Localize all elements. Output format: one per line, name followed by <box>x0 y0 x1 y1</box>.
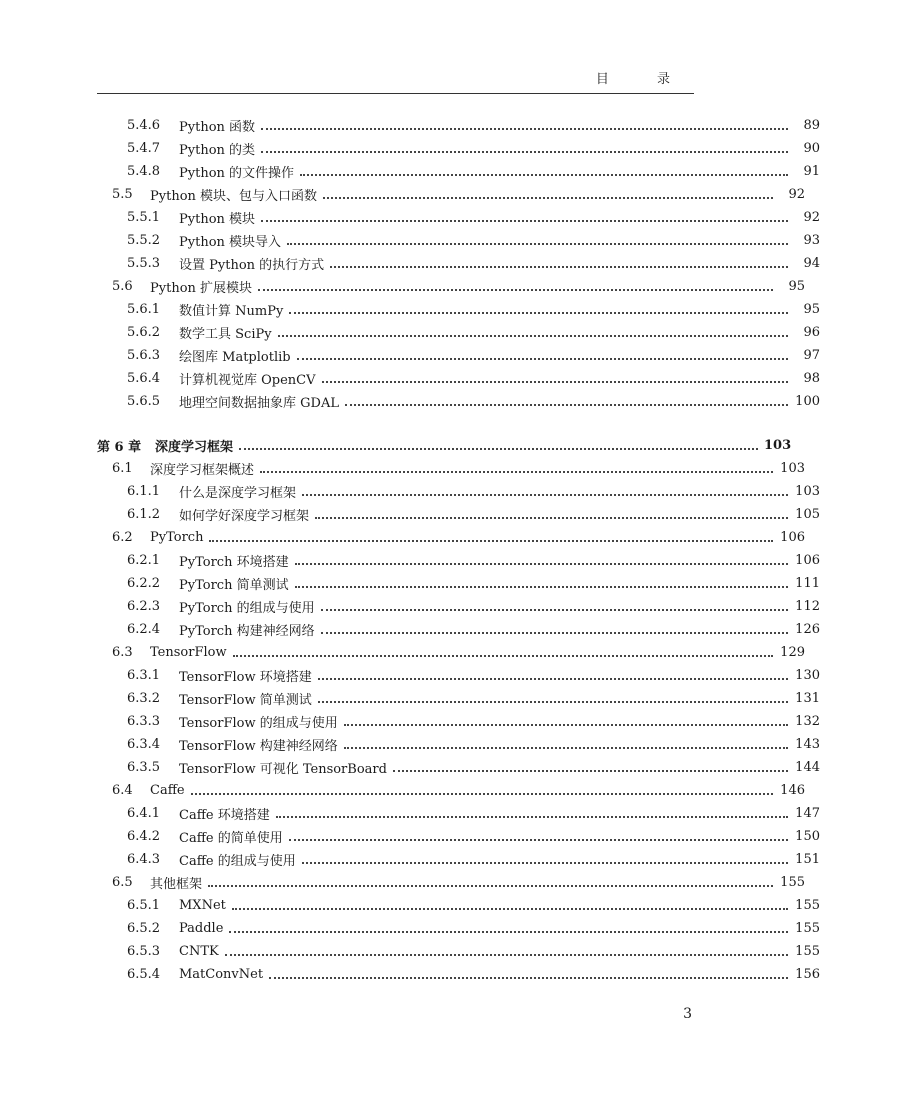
toc-entry-page: 91 <box>803 164 820 179</box>
toc-dot-leader <box>300 173 788 176</box>
toc-dot-leader <box>276 815 788 818</box>
toc-entry-number: 5.5.3 <box>127 256 161 271</box>
toc-dot-leader <box>323 196 773 199</box>
toc-entry-number: 6.2.1 <box>127 553 161 568</box>
toc-entry-number: 5.4.8 <box>127 164 161 179</box>
toc-dot-leader <box>344 723 788 726</box>
header-title: 目 录 <box>595 72 692 87</box>
toc-entry-number: 5.6.1 <box>127 302 161 317</box>
toc-entry-number: 6.4.3 <box>127 852 161 867</box>
toc-entry-page: 129 <box>780 645 805 660</box>
toc-entry-number: 6.1.2 <box>127 507 161 522</box>
toc-dot-leader <box>225 953 788 956</box>
toc-entry-title: Python 的文件操作 <box>179 166 295 181</box>
toc-dot-leader <box>344 746 788 749</box>
toc-dot-leader <box>318 677 788 680</box>
toc-entry-page: 94 <box>803 256 820 271</box>
toc-entry[interactable] <box>0 434 887 457</box>
toc-entry[interactable] <box>0 526 902 549</box>
toc-entry[interactable] <box>0 457 902 480</box>
toc-entry-page: 146 <box>780 783 805 798</box>
toc-entry-title: TensorFlow 可视化 TensorBoard <box>179 762 387 777</box>
toc-entry[interactable] <box>0 710 917 733</box>
toc-dot-leader <box>295 562 788 565</box>
toc-dot-leader <box>261 219 788 222</box>
toc-dot-leader <box>289 311 788 314</box>
toc-entry-number: 6.4.1 <box>127 806 161 821</box>
toc-entry-number: 6.3 <box>112 645 133 660</box>
toc-dot-leader <box>297 357 788 360</box>
toc-entry-page: 155 <box>795 944 820 959</box>
toc-entry-page: 130 <box>795 668 820 683</box>
toc-entry-number: 6.3.1 <box>127 668 161 683</box>
toc-dot-leader <box>191 792 773 795</box>
toc-entry-title: PyTorch 简单测试 <box>179 578 289 593</box>
toc-entry-page: 95 <box>803 302 820 317</box>
toc-dot-leader <box>315 516 788 519</box>
toc-entry[interactable] <box>0 618 917 641</box>
toc-entry[interactable] <box>0 733 917 756</box>
toc-entry[interactable] <box>0 802 917 825</box>
toc-dot-leader <box>209 539 773 542</box>
toc-entry-title: 地理空间数据抽象库 GDAL <box>179 396 339 411</box>
toc-entry[interactable] <box>0 298 917 321</box>
toc-entry-title: TensorFlow <box>150 645 227 660</box>
toc-entry[interactable] <box>0 160 917 183</box>
toc-entry-page: 144 <box>795 760 820 775</box>
toc-entry[interactable] <box>0 687 917 710</box>
toc-entry-title: 数学工具 SciPy <box>179 327 272 342</box>
toc-entry-title: Caffe 的简单使用 <box>179 831 283 846</box>
toc-entry-title: MatConvNet <box>179 967 264 982</box>
toc-entry-number: 6.2 <box>112 530 133 545</box>
toc-entry-page: 89 <box>803 118 820 133</box>
toc-entry-title: 什么是深度学习框架 <box>179 486 297 501</box>
toc-entry-page: 132 <box>795 714 820 729</box>
toc-entry-number: 第 6 章 <box>97 440 142 455</box>
toc-dot-leader <box>287 242 788 245</box>
toc-entry-page: 155 <box>795 921 820 936</box>
toc-dot-leader <box>318 700 788 703</box>
toc-dot-leader <box>302 861 788 864</box>
toc-entry-number: 6.5.1 <box>127 898 161 913</box>
toc-dot-leader <box>232 907 788 910</box>
toc-entry-title: 数值计算 NumPy <box>179 304 284 319</box>
toc-entry-number: 6.2.4 <box>127 622 161 637</box>
toc-dot-leader <box>239 447 758 450</box>
toc-entry-title: Paddle <box>179 921 224 936</box>
toc-entry[interactable] <box>0 641 902 664</box>
toc-entry-number: 6.3.2 <box>127 691 161 706</box>
toc-entry[interactable] <box>0 183 902 206</box>
toc-entry[interactable] <box>0 549 917 572</box>
toc-entry-number: 5.4.6 <box>127 118 161 133</box>
toc-entry[interactable] <box>0 367 917 390</box>
toc-entry-number: 6.4 <box>112 783 133 798</box>
toc-entry-title: Python 模块、包与入口函数 <box>150 189 318 204</box>
toc-dot-leader <box>261 150 788 153</box>
toc-entry-title: 其他框架 <box>150 877 203 892</box>
toc-dot-leader <box>345 403 788 406</box>
toc-entry-title: Caffe 环境搭建 <box>179 808 270 823</box>
toc-entry-page: 96 <box>803 325 820 340</box>
toc-entry-number: 5.5.2 <box>127 233 161 248</box>
toc-dot-leader <box>260 470 773 473</box>
toc-entry-number: 6.5.2 <box>127 921 161 936</box>
toc-entry-number: 6.3.3 <box>127 714 161 729</box>
toc-entry-page: 147 <box>795 806 820 821</box>
toc-dot-leader <box>258 288 773 291</box>
page-number: 3 <box>683 1006 692 1022</box>
toc-entry-page: 93 <box>803 233 820 248</box>
toc-entry-page: 143 <box>795 737 820 752</box>
toc-entry-page: 106 <box>780 530 805 545</box>
toc-dot-leader <box>261 127 788 130</box>
toc-entry[interactable] <box>0 206 917 229</box>
toc-entry-page: 155 <box>795 898 820 913</box>
toc-entry[interactable] <box>0 756 917 779</box>
toc-entry[interactable] <box>0 595 917 618</box>
toc-entry[interactable] <box>0 825 917 848</box>
toc-entry-title: Caffe 的组成与使用 <box>179 854 296 869</box>
toc-entry-number: 5.6.4 <box>127 371 161 386</box>
toc-entry[interactable] <box>0 480 917 503</box>
header-divider <box>97 93 694 94</box>
toc-entry-title: PyTorch <box>150 530 204 545</box>
toc-entry[interactable] <box>0 114 917 137</box>
toc-dot-leader <box>233 654 773 657</box>
toc-entry-number: 6.5 <box>112 875 133 890</box>
toc-entry-number: 6.2.2 <box>127 576 161 591</box>
toc-entry-number: 5.6 <box>112 279 133 294</box>
toc-entry[interactable] <box>0 390 917 413</box>
toc-entry-page: 131 <box>795 691 820 706</box>
toc-entry-number: 6.2.3 <box>127 599 161 614</box>
toc-entry-page: 111 <box>795 576 820 591</box>
toc-entry-title: TensorFlow 构建神经网络 <box>179 739 338 754</box>
toc-entry[interactable] <box>0 779 902 802</box>
toc-entry-page: 97 <box>803 348 820 363</box>
toc-entry[interactable] <box>0 572 917 595</box>
toc-dot-leader <box>229 930 788 933</box>
toc-entry-page: 103 <box>780 461 805 476</box>
toc-dot-leader <box>321 608 788 611</box>
toc-entry-title: PyTorch 的组成与使用 <box>179 601 315 616</box>
toc-entry-title: 绘图库 Matplotlib <box>179 350 291 365</box>
toc-entry-title: 深度学习框架概述 <box>150 463 255 478</box>
toc-entry-title: 计算机视觉库 OpenCV <box>179 373 316 388</box>
toc-entry-title: TensorFlow 简单测试 <box>179 693 312 708</box>
toc-entry[interactable] <box>0 321 917 344</box>
toc-entry-title: Caffe <box>150 783 185 798</box>
toc-entry[interactable] <box>0 344 917 367</box>
toc-entry-title: TensorFlow 环境搭建 <box>179 670 312 685</box>
toc-entry[interactable] <box>0 275 902 298</box>
toc-entry[interactable] <box>0 871 902 894</box>
toc-entry-page: 92 <box>803 210 820 225</box>
toc-dot-leader <box>269 976 788 979</box>
toc-entry-title: Python 的类 <box>179 143 256 158</box>
toc-entry[interactable] <box>0 137 917 160</box>
toc-dot-leader <box>295 585 788 588</box>
toc-entry-number: 5.6.5 <box>127 394 161 409</box>
toc-entry-page: 156 <box>795 967 820 982</box>
toc-dot-leader <box>322 380 788 383</box>
toc-entry-number: 5.6.3 <box>127 348 161 363</box>
toc-entry-page: 98 <box>803 371 820 386</box>
toc-entry-title: CNTK <box>179 944 219 959</box>
toc-dot-leader <box>330 265 788 268</box>
toc-entry-title: Python 函数 <box>179 120 256 135</box>
toc-entry-page: 126 <box>795 622 820 637</box>
toc-entry-title: 设置 Python 的执行方式 <box>179 258 325 273</box>
toc-entry-page: 106 <box>795 553 820 568</box>
toc-entry-title: PyTorch 环境搭建 <box>179 555 289 570</box>
toc-entry-page: 100 <box>795 394 820 409</box>
toc-entry-title: PyTorch 构建神经网络 <box>179 624 315 639</box>
toc-entry[interactable] <box>0 503 917 526</box>
toc-entry[interactable] <box>0 252 917 275</box>
toc-entry-title: Python 模块导入 <box>179 235 282 250</box>
toc-entry-title: 如何学好深度学习框架 <box>179 509 310 524</box>
toc-entry-title: MXNet <box>179 898 226 913</box>
toc-entry[interactable] <box>0 940 917 963</box>
toc-entry-number: 5.4.7 <box>127 141 161 156</box>
toc-entry-title: 深度学习框架 <box>155 440 234 455</box>
toc-entry-page: 92 <box>788 187 805 202</box>
toc-dot-leader <box>302 493 788 496</box>
toc-entry-number: 6.1 <box>112 461 133 476</box>
toc-entry-number: 5.5 <box>112 187 133 202</box>
toc-entry-page: 105 <box>795 507 820 522</box>
toc-entry[interactable] <box>0 229 917 252</box>
toc-entry-page: 103 <box>764 438 792 453</box>
toc-entry[interactable] <box>0 894 917 917</box>
toc-entry-number: 5.5.1 <box>127 210 161 225</box>
toc-dot-leader <box>393 769 788 772</box>
toc-entry-number: 6.5.3 <box>127 944 161 959</box>
toc-entry-title: TensorFlow 的组成与使用 <box>179 716 338 731</box>
toc-entry-number: 5.6.2 <box>127 325 161 340</box>
toc-entry-number: 6.3.4 <box>127 737 161 752</box>
toc-entry-number: 6.5.4 <box>127 967 161 982</box>
toc-entry-number: 6.4.2 <box>127 829 161 844</box>
toc-dot-leader <box>208 884 773 887</box>
toc-entry[interactable] <box>0 664 917 687</box>
toc-dot-leader <box>278 334 788 337</box>
toc-entry-page: 151 <box>795 852 820 867</box>
toc-entry[interactable] <box>0 917 917 940</box>
toc-dot-leader <box>289 838 788 841</box>
toc-entry-title: Python 扩展模块 <box>150 281 253 296</box>
toc-entry-number: 6.3.5 <box>127 760 161 775</box>
toc-entry-page: 155 <box>780 875 805 890</box>
toc-entry-page: 95 <box>788 279 805 294</box>
toc-entry-number: 6.1.1 <box>127 484 161 499</box>
toc-entry-page: 90 <box>803 141 820 156</box>
toc-dot-leader <box>321 631 788 634</box>
toc-entry[interactable] <box>0 848 917 871</box>
toc-entry-title: Python 模块 <box>179 212 256 227</box>
toc-entry-page: 150 <box>795 829 820 844</box>
toc-entry-page: 112 <box>795 599 820 614</box>
toc-entry-page: 103 <box>795 484 820 499</box>
toc-entry[interactable] <box>0 963 917 986</box>
